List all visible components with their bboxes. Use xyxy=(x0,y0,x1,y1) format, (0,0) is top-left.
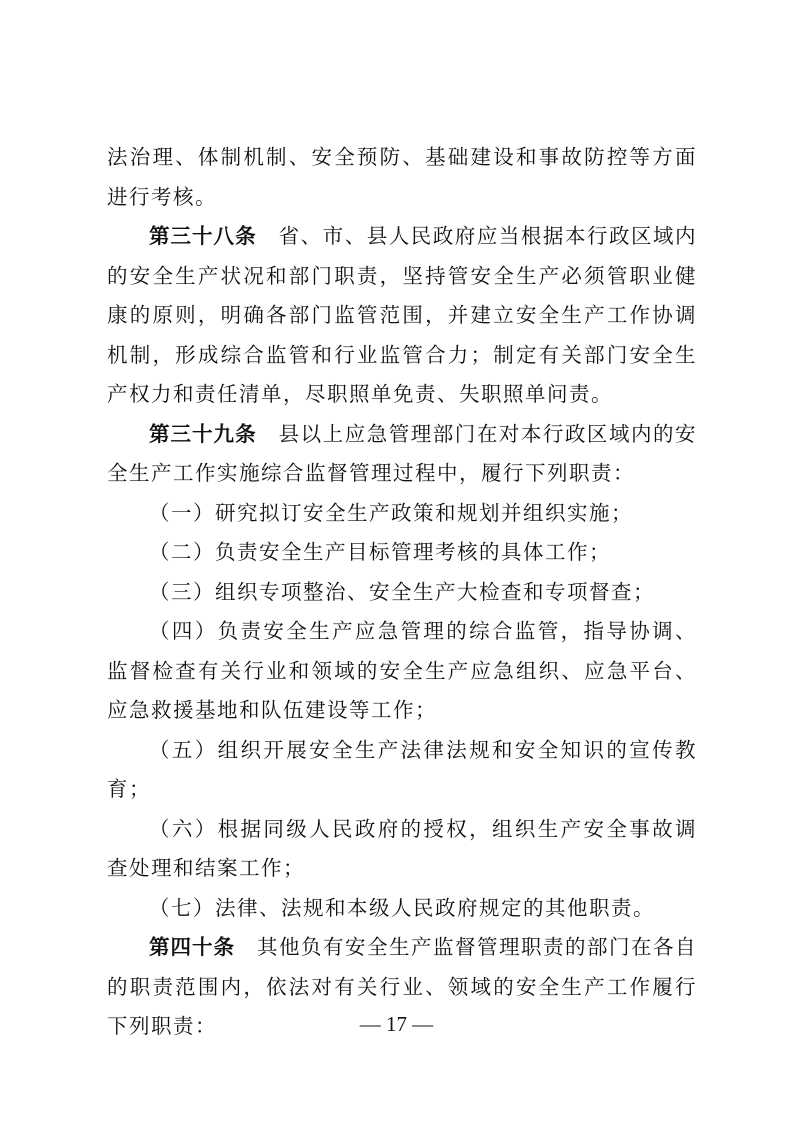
article-heading: 第三十八条 xyxy=(149,224,257,248)
list-item-text: （五）组织开展安全生产法律法规和安全知识的宣传教育； xyxy=(107,737,697,801)
article-heading: 第四十条 xyxy=(149,935,235,959)
list-item-text: （二）负责安全生产目标管理考核的具体工作； xyxy=(149,540,611,564)
page-number: — 17 — xyxy=(359,1012,434,1036)
paragraph-text: 其他负有安全生产监督管理职责的部门在各自的职责范围内，依法对有关行业、领域的安全生产工作履行下列职责： xyxy=(107,935,697,1038)
list-item xyxy=(107,494,697,534)
list-item-text: （三）组织专项整治、安全生产大检查和专项督查； xyxy=(149,579,655,604)
list-item xyxy=(107,810,697,889)
list-item xyxy=(107,612,697,731)
list-item-text: （一）研究拟订安全生产政策和规划并组织实施； xyxy=(149,500,633,525)
article-38 xyxy=(107,217,697,415)
list-item xyxy=(107,731,697,810)
paragraph-text: 县以上应急管理部门在对本行政区域内的安全生产工作实施综合监督管理过程中，履行下列职责： xyxy=(107,421,698,485)
document-body xyxy=(107,138,697,1047)
article-heading: 第三十九条 xyxy=(149,421,257,446)
list-item-text: （六）根据同级人民政府的授权，组织生产安全事故调查处理和结案工作； xyxy=(107,816,697,880)
list-item xyxy=(107,533,697,573)
list-item-text: （七）法律、法规和本级人民政府规定的其他职责。 xyxy=(149,895,655,920)
paragraph-text: 法治理、体制机制、安全预防、基础建设和事故防控等方面进行考核。 xyxy=(107,145,697,209)
list-item-text: （四）负责安全生产应急管理的综合监管，指导协调、监督检查有关行业和领域的安全生产应急组织、应急平台、应急救援基地和队伍建设等工作； xyxy=(107,619,697,722)
paragraph-text: 省、市、县人民政府应当根据本行政区域内的安全生产状况和部门职责，坚持管安全生产必须管职业健康的原则，明确各部门监管范围，并建立安全生产工作协调机制，形成综合监管和行业监管合力；制定有关部门安全生产权力和责任清单，尽职照单免责、失职照单问责。 xyxy=(107,224,698,406)
paragraph-1 xyxy=(107,138,697,217)
article-39 xyxy=(107,415,697,494)
list-item xyxy=(107,889,697,929)
list-item xyxy=(107,573,697,613)
